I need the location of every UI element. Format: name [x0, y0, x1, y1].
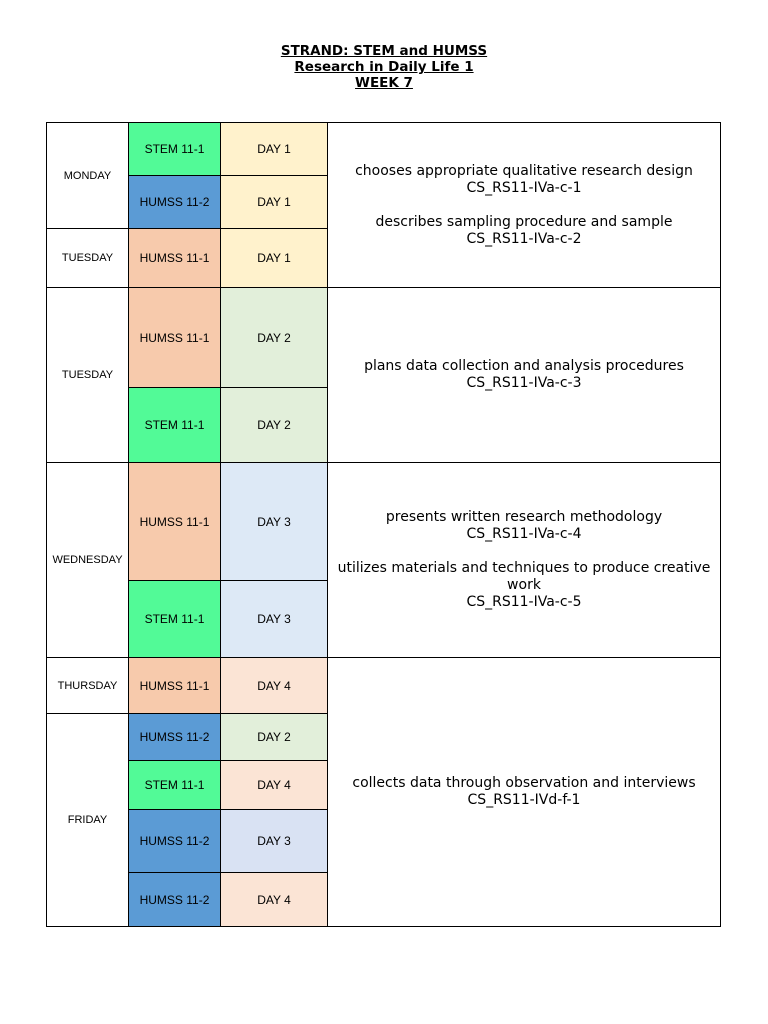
table-row	[47, 288, 721, 388]
competency-cell-4	[328, 658, 721, 927]
competency-text: collects data through observation and interviews	[352, 775, 696, 791]
session-cell: DAY 3	[221, 810, 328, 873]
section-cell: STEM 11-1	[129, 581, 221, 658]
section-cell: HUMSS 11-2	[129, 810, 221, 873]
session-cell: DAY 2	[221, 288, 328, 388]
day-cell-thursday: THURSDAY	[47, 658, 129, 714]
session-cell: DAY 1	[221, 176, 328, 229]
competency-code: CS_RS11-IVa-c-2	[466, 230, 582, 247]
session-cell: DAY 4	[221, 761, 328, 810]
day-cell-wednesday: WEDNESDAY	[47, 463, 129, 658]
session-cell: DAY 1	[221, 229, 328, 288]
session-cell: DAY 3	[221, 581, 328, 658]
section-cell: HUMSS 11-1	[129, 463, 221, 581]
table-row	[47, 123, 721, 176]
subject-title: Research in Daily Life 1	[294, 59, 474, 75]
day-cell-monday: MONDAY	[47, 123, 129, 229]
weekly-schedule-table	[46, 122, 721, 927]
competency-code: CS_RS11-IVa-c-3	[466, 375, 582, 391]
competency-text: describes sampling procedure and sample	[375, 213, 673, 230]
competency-text: plans data collection and analysis procedures	[364, 358, 684, 374]
competency-text: presents written research methodology	[385, 509, 663, 525]
day-cell-tuesday: TUESDAY	[47, 288, 129, 463]
table-row	[47, 658, 721, 714]
table-row	[47, 463, 721, 581]
strand-title: STRAND: STEM and HUMSS	[280, 43, 488, 59]
competency-code: CS_RS11-IVd-f-1	[467, 792, 581, 808]
session-cell: DAY 2	[221, 714, 328, 761]
section-cell: HUMSS 11-1	[129, 288, 221, 388]
document-header	[0, 43, 768, 91]
section-cell: STEM 11-1	[129, 388, 221, 463]
section-cell: STEM 11-1	[129, 123, 221, 176]
competency-cell-2	[328, 288, 721, 463]
competency-code: CS_RS11-IVa-c-5	[466, 594, 582, 610]
section-cell: HUMSS 11-2	[129, 714, 221, 761]
competency-text: utilizes materials and techniques to produce creative work	[337, 560, 711, 593]
section-cell: HUMSS 11-1	[129, 229, 221, 288]
section-cell: HUMSS 11-1	[129, 658, 221, 714]
session-cell: DAY 4	[221, 873, 328, 927]
day-cell-friday: FRIDAY	[47, 714, 129, 927]
section-cell: HUMSS 11-2	[129, 873, 221, 927]
competency-code: CS_RS11-IVa-c-1	[466, 179, 582, 196]
session-cell: DAY 2	[221, 388, 328, 463]
session-cell: DAY 4	[221, 658, 328, 714]
session-cell: DAY 1	[221, 123, 328, 176]
section-cell: HUMSS 11-2	[129, 176, 221, 229]
day-cell-tuesday: TUESDAY	[47, 229, 129, 288]
competency-code: CS_RS11-IVa-c-4	[466, 526, 582, 542]
section-cell: STEM 11-1	[129, 761, 221, 810]
competency-text: chooses appropriate qualitative research design	[355, 162, 693, 179]
session-cell: DAY 3	[221, 463, 328, 581]
week-title: WEEK 7	[355, 75, 413, 91]
competency-cell-1	[328, 123, 721, 288]
competency-cell-3	[328, 463, 721, 658]
